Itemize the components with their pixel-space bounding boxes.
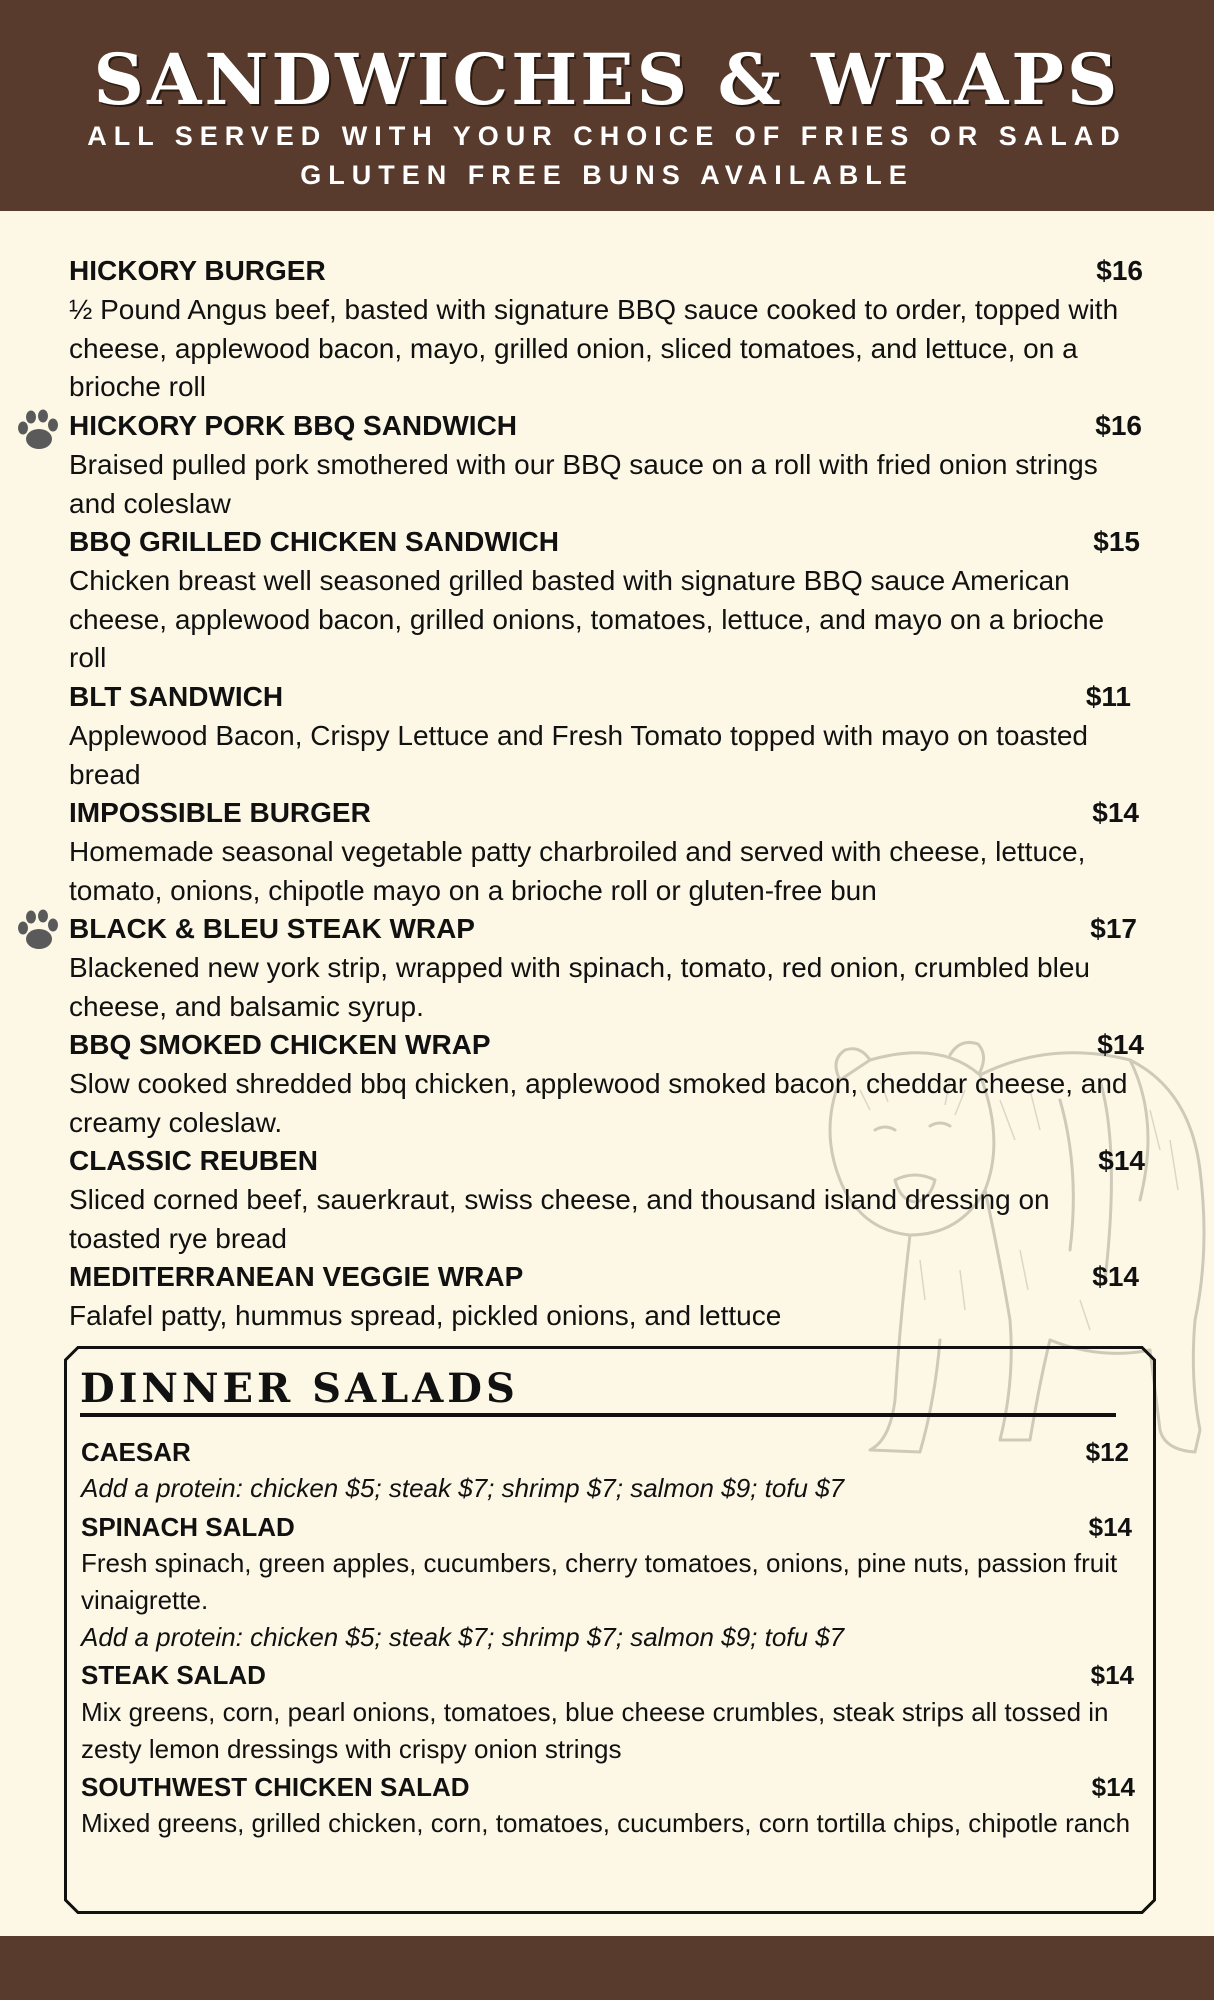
paw-print-icon (14, 407, 60, 453)
menu-item-price: $16 (1095, 410, 1142, 441)
salad-item-price: $12 (1085, 1437, 1129, 1467)
menu-item-description: Braised pulled pork smothered with our BBQ sauce on a roll with fried onion strings and coleslaw (69, 449, 1098, 519)
salad-item-price: $14 (1090, 1660, 1134, 1690)
menu-item-price: $14 (1097, 1029, 1144, 1060)
menu-item-name: BLACK & BLEU STEAK WRAP (69, 913, 475, 944)
menu-item-price: $16 (1096, 255, 1143, 286)
menu-item-description: Chicken breast well seasoned grilled basted with signature BBQ sauce American cheese, applewood bacon, grilled onions, tomatoes, lettuce, and mayo on a brioche roll (69, 565, 1105, 673)
salad-item-description: Fresh spinach, green apples, cucumbers, cherry tomatoes, onions, pine nuts, passion fruit vinaigrette. (81, 1548, 1118, 1615)
menu-item-price: $15 (1093, 526, 1140, 557)
menu-item-description: Sliced corned beef, sauerkraut, swiss cheese, and thousand island dressing on toasted rye bread (69, 1184, 1050, 1254)
menu-item-description: Homemade seasonal vegetable patty charbroiled and served with cheese, lettuce, tomato, onions, chipotle mayo on a brioche roll or gluten-free bun (69, 836, 1086, 906)
salad-protein-addon: Add a protein: chicken $5; steak $7; shrimp $7; salmon $9; tofu $7 (81, 1622, 845, 1652)
menu-item-description: Applewood Bacon, Crispy Lettuce and Fresh Tomato topped with mayo on toasted bread (69, 720, 1088, 790)
menu-item-price: $11 (1085, 681, 1131, 712)
menu-item-description: Blackened new york strip, wrapped with spinach, tomato, red onion, crumbled bleu cheese, and balsamic syrup. (69, 952, 1090, 1022)
menu-item-price: $17 (1090, 913, 1137, 944)
menu-title: SANDWICHES & WRAPS (93, 38, 1121, 121)
menu-item-name: BBQ GRILLED CHICKEN SANDWICH (69, 526, 559, 557)
menu-item-name: HICKORY PORK BBQ SANDWICH (69, 410, 518, 441)
menu-item-name: IMPOSSIBLE BURGER (69, 797, 371, 828)
menu-item-description: Falafel patty, hummus spread, pickled onions, and lettuce (69, 1300, 782, 1331)
menu-item-name: BLT SANDWICH (69, 681, 284, 712)
menu-item-description: ½ Pound Angus beef, basted with signature BBQ sauce cooked to order, topped with cheese, applewood bacon, mayo, grilled onion, sliced tomatoes, and lettuce, on a brioche roll (69, 294, 1119, 402)
menu-subtitle-gluten-free: GLUTEN FREE BUNS AVAILABLE (300, 160, 914, 190)
salad-item-name: CAESAR (81, 1437, 191, 1467)
menu-footer-bar (0, 1936, 1214, 2000)
menu-item-name: BBQ SMOKED CHICKEN WRAP (69, 1029, 491, 1060)
menu-item-price: $14 (1092, 797, 1139, 828)
salad-protein-addon: Add a protein: chicken $5; steak $7; shrimp $7; salmon $9; tofu $7 (81, 1473, 845, 1503)
salads-section-title: DINNER SALADS (80, 1365, 519, 1412)
salad-item-price: $14 (1088, 1512, 1132, 1542)
menu-item-name: HICKORY BURGER (69, 255, 326, 286)
menu-subtitle-sides: ALL SERVED WITH YOUR CHOICE OF FRIES OR SALAD (87, 121, 1127, 151)
salad-item-description: Mix greens, corn, pearl onions, tomatoes, blue cheese crumbles, steak strips all tossed in zesty lemon dressings with crispy onion strings (81, 1697, 1109, 1764)
menu-item-price: $14 (1092, 1261, 1139, 1292)
salad-item-name: SOUTHWEST CHICKEN SALAD (81, 1772, 470, 1802)
salad-item-price: $14 (1091, 1772, 1135, 1802)
salad-item-name: SPINACH SALAD (81, 1512, 295, 1542)
section-divider (80, 1413, 1116, 1417)
paw-print-icon (14, 907, 60, 953)
salad-item-name: STEAK SALAD (81, 1660, 266, 1690)
menu-header (0, 0, 1214, 211)
menu-item-name: MEDITERRANEAN VEGGIE WRAP (69, 1261, 524, 1292)
menu-item-name: CLASSIC REUBEN (69, 1145, 318, 1176)
menu-item-price: $14 (1098, 1145, 1145, 1176)
salad-item-description: Mixed greens, grilled chicken, corn, tomatoes, cucumbers, corn tortilla chips, chipotle ranch (81, 1808, 1131, 1838)
menu-item-description: Slow cooked shredded bbq chicken, applewood smoked bacon, cheddar cheese, and creamy coleslaw. (69, 1068, 1128, 1138)
